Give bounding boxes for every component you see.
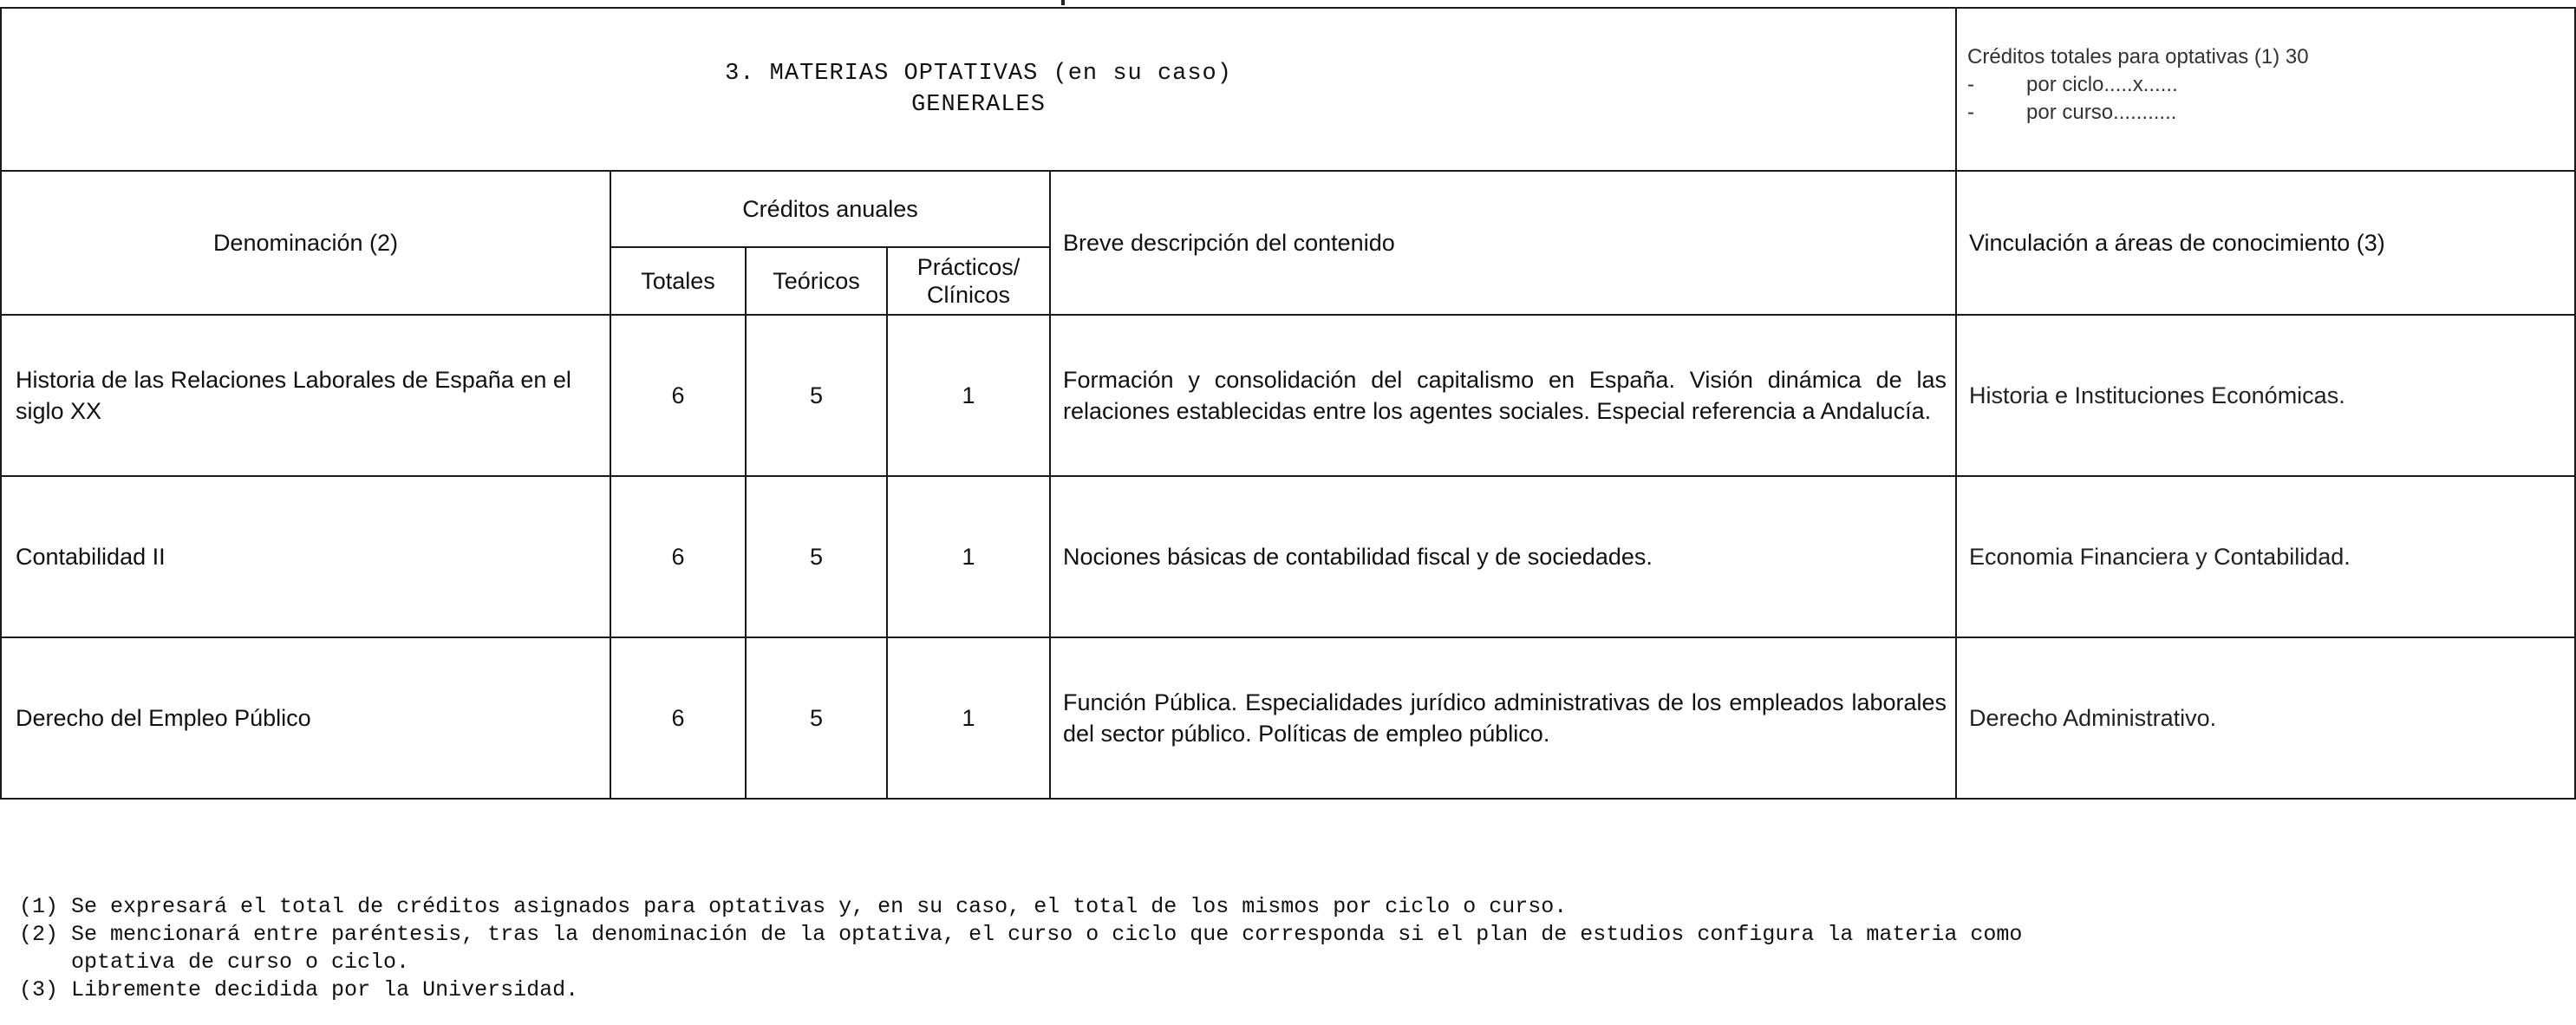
row-practicos: 1 [887,637,1050,799]
row-description: Nociones básicas de contabilidad fiscal y de sociedades. [1050,476,1956,637]
section-title [1,8,1956,171]
optativas-table [0,7,2576,800]
col-teoricos: Teóricos [746,247,887,315]
row-totales: 6 [610,315,746,476]
row-teoricos: 5 [746,476,887,637]
row-totales: 6 [610,476,746,637]
title-row [1,8,2575,171]
footnote-1: (1) Se expresará el total de créditos asignados para optativas y, en su caso, el total de los mismos por ciclo o curso. [19,894,1568,919]
row-area: Derecho Administrativo. [1956,637,2575,799]
row-area: Economia Financiera y Contabilidad. [1956,476,2575,637]
footnote-2: (2) Se mencionará entre paréntesis, tras la denominación de la optativa, el curso o ciclo que corresponda si el plan de estudios configura la materia como [19,922,2023,947]
table-row [1,315,2575,476]
credits-per-course: - por curso........... [1967,101,2177,124]
row-name: Derecho del Empleo Público [1,637,610,799]
row-name: Contabilidad II [1,476,610,637]
row-description: Función Pública. Especialidades jurídico administrativas de los empleados laborales del sector público. Políticas de empleo público. [1050,637,1956,799]
row-area: Historia e Instituciones Económicas. [1956,315,2575,476]
row-name: Historia de las Relaciones Laborales de España en el siglo XX [1,315,610,476]
table-row [1,476,2575,637]
section-title-line1: 3. MATERIAS OPTATIVAS (en su caso) [725,61,1232,87]
footnote-2-continued: optativa de curso o ciclo. [71,950,410,975]
credits-per-cycle: - por ciclo.....x...... [1967,73,2178,96]
row-teoricos: 5 [746,637,887,799]
top-tick-mark [1061,0,1065,5]
col-denominacion: Denominación (2) [1,171,610,315]
column-header-row-1 [1,171,2575,247]
col-creditos-anuales: Créditos anuales [610,171,1050,247]
row-practicos: 1 [887,476,1050,637]
row-practicos: 1 [887,315,1050,476]
row-totales: 6 [610,637,746,799]
col-practicos: Prácticos/ Clínicos [887,247,1050,315]
footnotes [19,893,2551,1004]
credits-info [1956,8,2575,171]
footnote-3: (3) Libremente decidida por la Universidad. [19,977,579,1002]
row-description: Formación y consolidación del capitalismo en España. Visión dinámica de las relaciones establecidas entre los agentes sociales. Especial referencia a Andalucía. [1050,315,1956,476]
col-descripcion: Breve descripción del contenido [1050,171,1956,315]
credits-total: Créditos totales para optativas (1) 30 [1967,45,2309,69]
col-totales: Totales [610,247,746,315]
col-vinculacion: Vinculación a áreas de conocimiento (3) [1956,171,2575,315]
table-row [1,637,2575,799]
row-teoricos: 5 [746,315,887,476]
section-title-line2: GENERALES [911,92,1046,118]
